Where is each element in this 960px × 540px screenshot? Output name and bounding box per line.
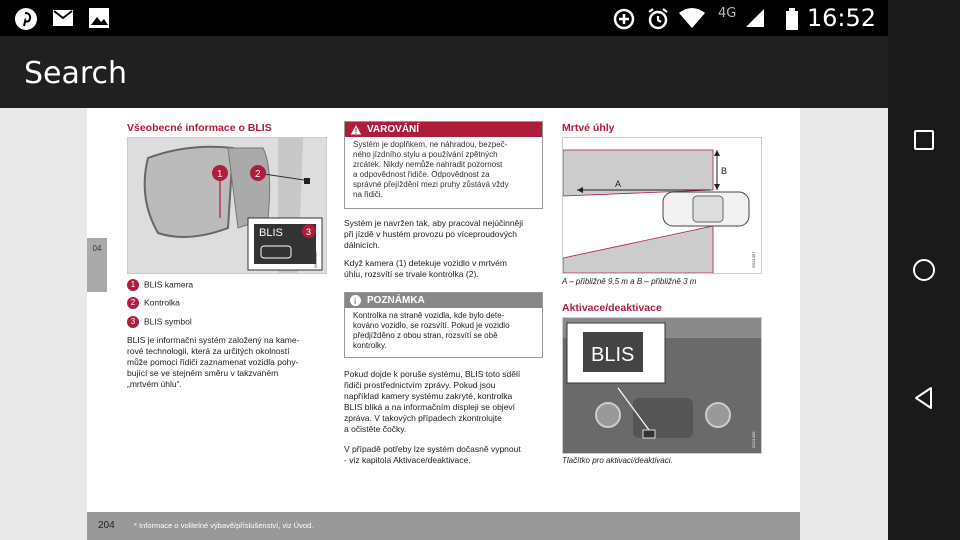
section-title-blind-spots: Mrtvé úhly bbox=[562, 122, 615, 134]
chapter-number: 04 bbox=[92, 244, 102, 253]
battery-icon bbox=[784, 7, 800, 31]
wifi-icon bbox=[678, 7, 706, 29]
warning-box: ! VAROVÁNÍ Systém je doplňkem, ne náhradou, bezpeč- ného jízdního stylu a používání zpětných zrcátek. Nikdy nemůže nahradit pozornost a odpovědnost řidiče. Odpovědnost za správné přejíždění mezi pruhy zůstává vždy na řidiči. bbox=[344, 121, 543, 209]
note-box: i POZNÁMKA Kontrolka na straně vozidla, kde bylo dete- kováno vozidlo, se rozsvítí. Pokud je vozidlo předjížděno z obou stran, rozsvítí se obě kontrolky. bbox=[344, 292, 543, 358]
signal-icon bbox=[744, 7, 766, 29]
blis-button-label: BLIS bbox=[591, 344, 635, 366]
page-number: 204 bbox=[98, 520, 115, 531]
alarm-icon bbox=[646, 7, 670, 31]
paragraph-disable: V případě potřeby lze systém dočasně vypnout - viz kapitola Aktivace/deaktivace. bbox=[344, 444, 521, 465]
fig-blis-badge: BLIS bbox=[259, 227, 283, 239]
label-b: B bbox=[721, 166, 728, 176]
console-figure bbox=[562, 317, 762, 454]
section-title-blis: Všeobecné informace o BLIS bbox=[127, 122, 272, 134]
paragraph-fault: Pokud dojde k poruše systému, BLIS toto sdělí řidiči prostřednictvím zprávy. Pokud jsou například kamery systému zakryté, kontrolka BLIS bliká a na informačním displeji se objeví zpráva. V takových případech zkontrolujte a očistěte čočky. bbox=[344, 369, 521, 434]
warning-icon bbox=[349, 123, 363, 136]
svg-text:i: i bbox=[354, 297, 357, 306]
note-title: POZNÁMKA bbox=[367, 295, 425, 306]
fig3-code: G021358 bbox=[751, 431, 756, 448]
mirror-figure bbox=[127, 137, 327, 274]
footnote: * Informace o volitelné výbavě/příslušenství, viz Úvod. bbox=[134, 521, 314, 530]
data-saver-icon bbox=[612, 7, 636, 31]
svg-text:!: ! bbox=[354, 127, 358, 136]
svg-text:1: 1 bbox=[217, 169, 223, 180]
svg-text:3: 3 bbox=[306, 227, 312, 237]
recents-button[interactable] bbox=[904, 120, 944, 160]
fig1-code: G021356 bbox=[313, 251, 318, 268]
svg-text:2: 2 bbox=[255, 169, 261, 180]
paragraph-design: Systém je navržen tak, aby pracoval nejúčinněji při jízdě v hustém provozu po víceproudových dálnicích. bbox=[344, 218, 524, 250]
content-area[interactable] bbox=[0, 108, 888, 540]
info-icon bbox=[349, 294, 362, 307]
caption-activation: Tlačítko pro aktivaci/deaktivaci. bbox=[562, 456, 673, 465]
blis-description: BLIS je informační systém založený na kame- rové technologii, která za určitých okolností může pomoci řidiči zaznamenat vozidla pohy- bující se ve stejném směru v takzvaném „mrtvém úhlu“. bbox=[127, 335, 300, 389]
home-button[interactable] bbox=[904, 250, 944, 290]
gallery-icon bbox=[88, 7, 110, 29]
label-a: A bbox=[615, 179, 622, 189]
caption-distances: A – přibližně 9,5 m a B – přibližně 3 m bbox=[562, 277, 697, 286]
clock: 16:52 bbox=[806, 4, 876, 32]
gmail-icon bbox=[52, 7, 74, 29]
paragraph-camera: Když kamera (1) detekuje vozidlo v mrtvém úhlu, rozsvítí se trvale kontrolka (2). bbox=[344, 258, 507, 279]
network-type: 4G bbox=[718, 6, 737, 21]
chapter-tab bbox=[87, 238, 107, 292]
blind-spot-figure bbox=[562, 137, 762, 274]
status-bar bbox=[0, 0, 888, 36]
fig2-code: G021357 bbox=[751, 251, 756, 268]
app-bar bbox=[0, 36, 888, 108]
legend-item: 1 BLIS kamera bbox=[127, 279, 193, 291]
back-button[interactable] bbox=[904, 378, 944, 418]
app-title: Search bbox=[24, 56, 128, 91]
navigation-bar bbox=[888, 0, 960, 540]
section-title-activation: Aktivace/deaktivace bbox=[562, 302, 662, 314]
pinterest-icon bbox=[14, 7, 38, 31]
legend-item: 2 Kontrolka bbox=[127, 297, 180, 309]
warning-title: VAROVÁNÍ bbox=[367, 124, 420, 135]
legend-item: 3 BLIS symbol bbox=[127, 316, 192, 328]
